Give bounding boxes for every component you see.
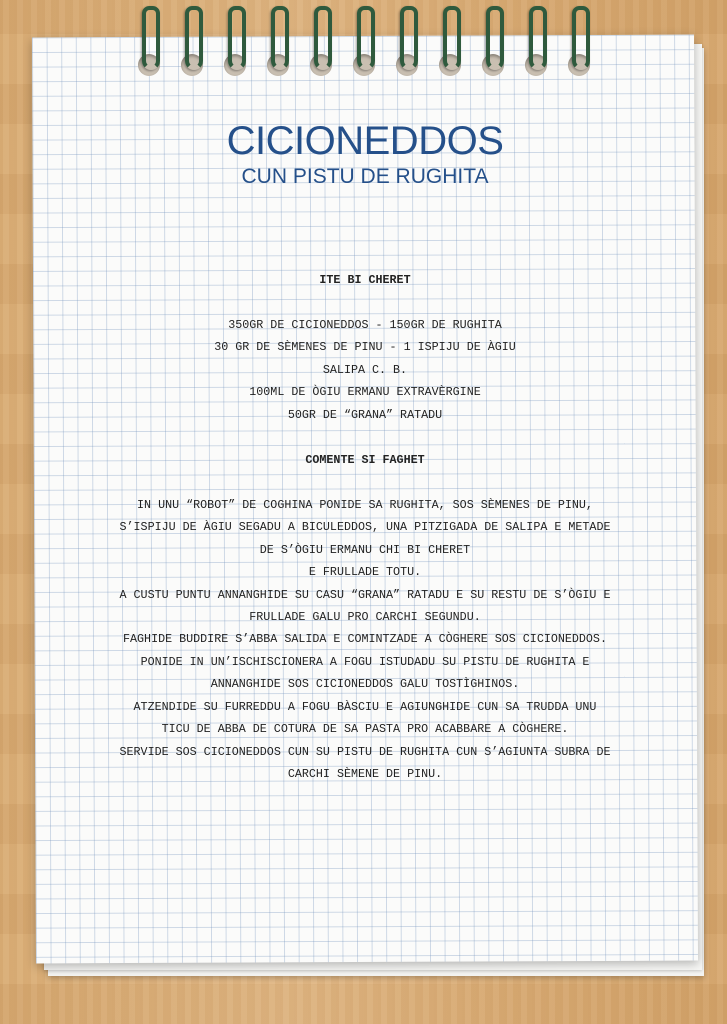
spiral-ring — [314, 6, 332, 70]
method-line: CARCHI SÈMENE DE PINU. — [287, 766, 443, 781]
title-block — [34, 118, 696, 190]
ingredient-line: 50GR DE “GRANA” RATADU — [287, 407, 443, 422]
ingredient-line: SALIPA C. B. — [322, 362, 408, 377]
method-text — [64, 494, 666, 785]
method-line: IN UNU “ROBOT” DE COGHINA PONIDE SA RUGHITA, SOS SÈMENES DE PINU, — [137, 498, 593, 513]
method-line: S’ISPIJU DE ÀGIU SEGADU A BICULEDDOS, UNA PITZIGADA DE SALIPA E METADE — [119, 520, 611, 535]
method-heading: COMENTE SI FAGHET — [305, 453, 425, 468]
ingredient-line: 30 GR DE SÈMENES DE PINU - 1 ISPIJU DE ÀGIU — [214, 340, 516, 355]
method-line: ATZENDIDE SU FURREDDU A FOGU BÀSCIU E AGIUNGHIDE CUN SA TRUDDA UNU — [133, 699, 597, 714]
recipe-body — [64, 268, 666, 785]
method-line: SERVIDE SOS CICIONEDDOS CUN SU PISTU DE RUGHITA CUN S’AGIUNTA SUBRA DE — [119, 744, 611, 759]
ingredients-list — [64, 314, 666, 426]
spiral-ring — [142, 6, 160, 70]
spiral-ring — [228, 6, 246, 70]
method-line: A CUSTU PUNTU ANNANGHIDE SU CASU “GRANA” RATADU E SU RESTU DE S’ÒGIU E — [119, 587, 611, 602]
spiral-ring — [529, 6, 547, 70]
spiral-ring — [400, 6, 418, 70]
method-line: DE S’ÒGIU ERMANU CHI BI CHERET — [259, 542, 471, 557]
spiral-ring — [486, 6, 504, 70]
method-line: ANNANGHIDE SOS CICIONEDDOS GALU TOSTÌGHINOS. — [210, 677, 520, 692]
recipe-title: CICIONEDDOS — [226, 119, 504, 163]
method-line: E FRULLADE TOTU. — [308, 565, 422, 580]
ingredients-heading: ITE BI CHERET — [319, 273, 411, 287]
ingredient-line: 350GR DE CICIONEDDOS - 150GR DE RUGHITA — [228, 318, 502, 332]
spiral-binding — [34, 36, 696, 86]
spiral-ring — [357, 6, 375, 70]
ingredient-line: 100ML DE ÒGIU ERMANU EXTRAVÈRGINE — [249, 385, 481, 400]
recipe-subtitle: CUN PISTU DE RUGHITA — [241, 165, 489, 188]
method-line: TICU DE ABBA DE COTURA DE SA PASTA PRO ACABBARE A CÒGHERE. — [161, 722, 569, 737]
spiral-ring — [443, 6, 461, 70]
spiral-ring — [271, 6, 289, 70]
spiral-ring — [185, 6, 203, 70]
spiral-ring — [572, 6, 590, 70]
method-line: PONIDE IN UN’ISCHISCIONERA A FOGU ISTUDADU SU PISTU DE RUGHITA E — [140, 654, 590, 669]
method-line: FRULLADE GALU PRO CARCHI SEGUNDU. — [249, 610, 481, 625]
method-line: FAGHIDE BUDDIRE S’ABBA SALIDA E COMINTZADE A CÒGHERE SOS CICIONEDDOS. — [123, 632, 607, 647]
